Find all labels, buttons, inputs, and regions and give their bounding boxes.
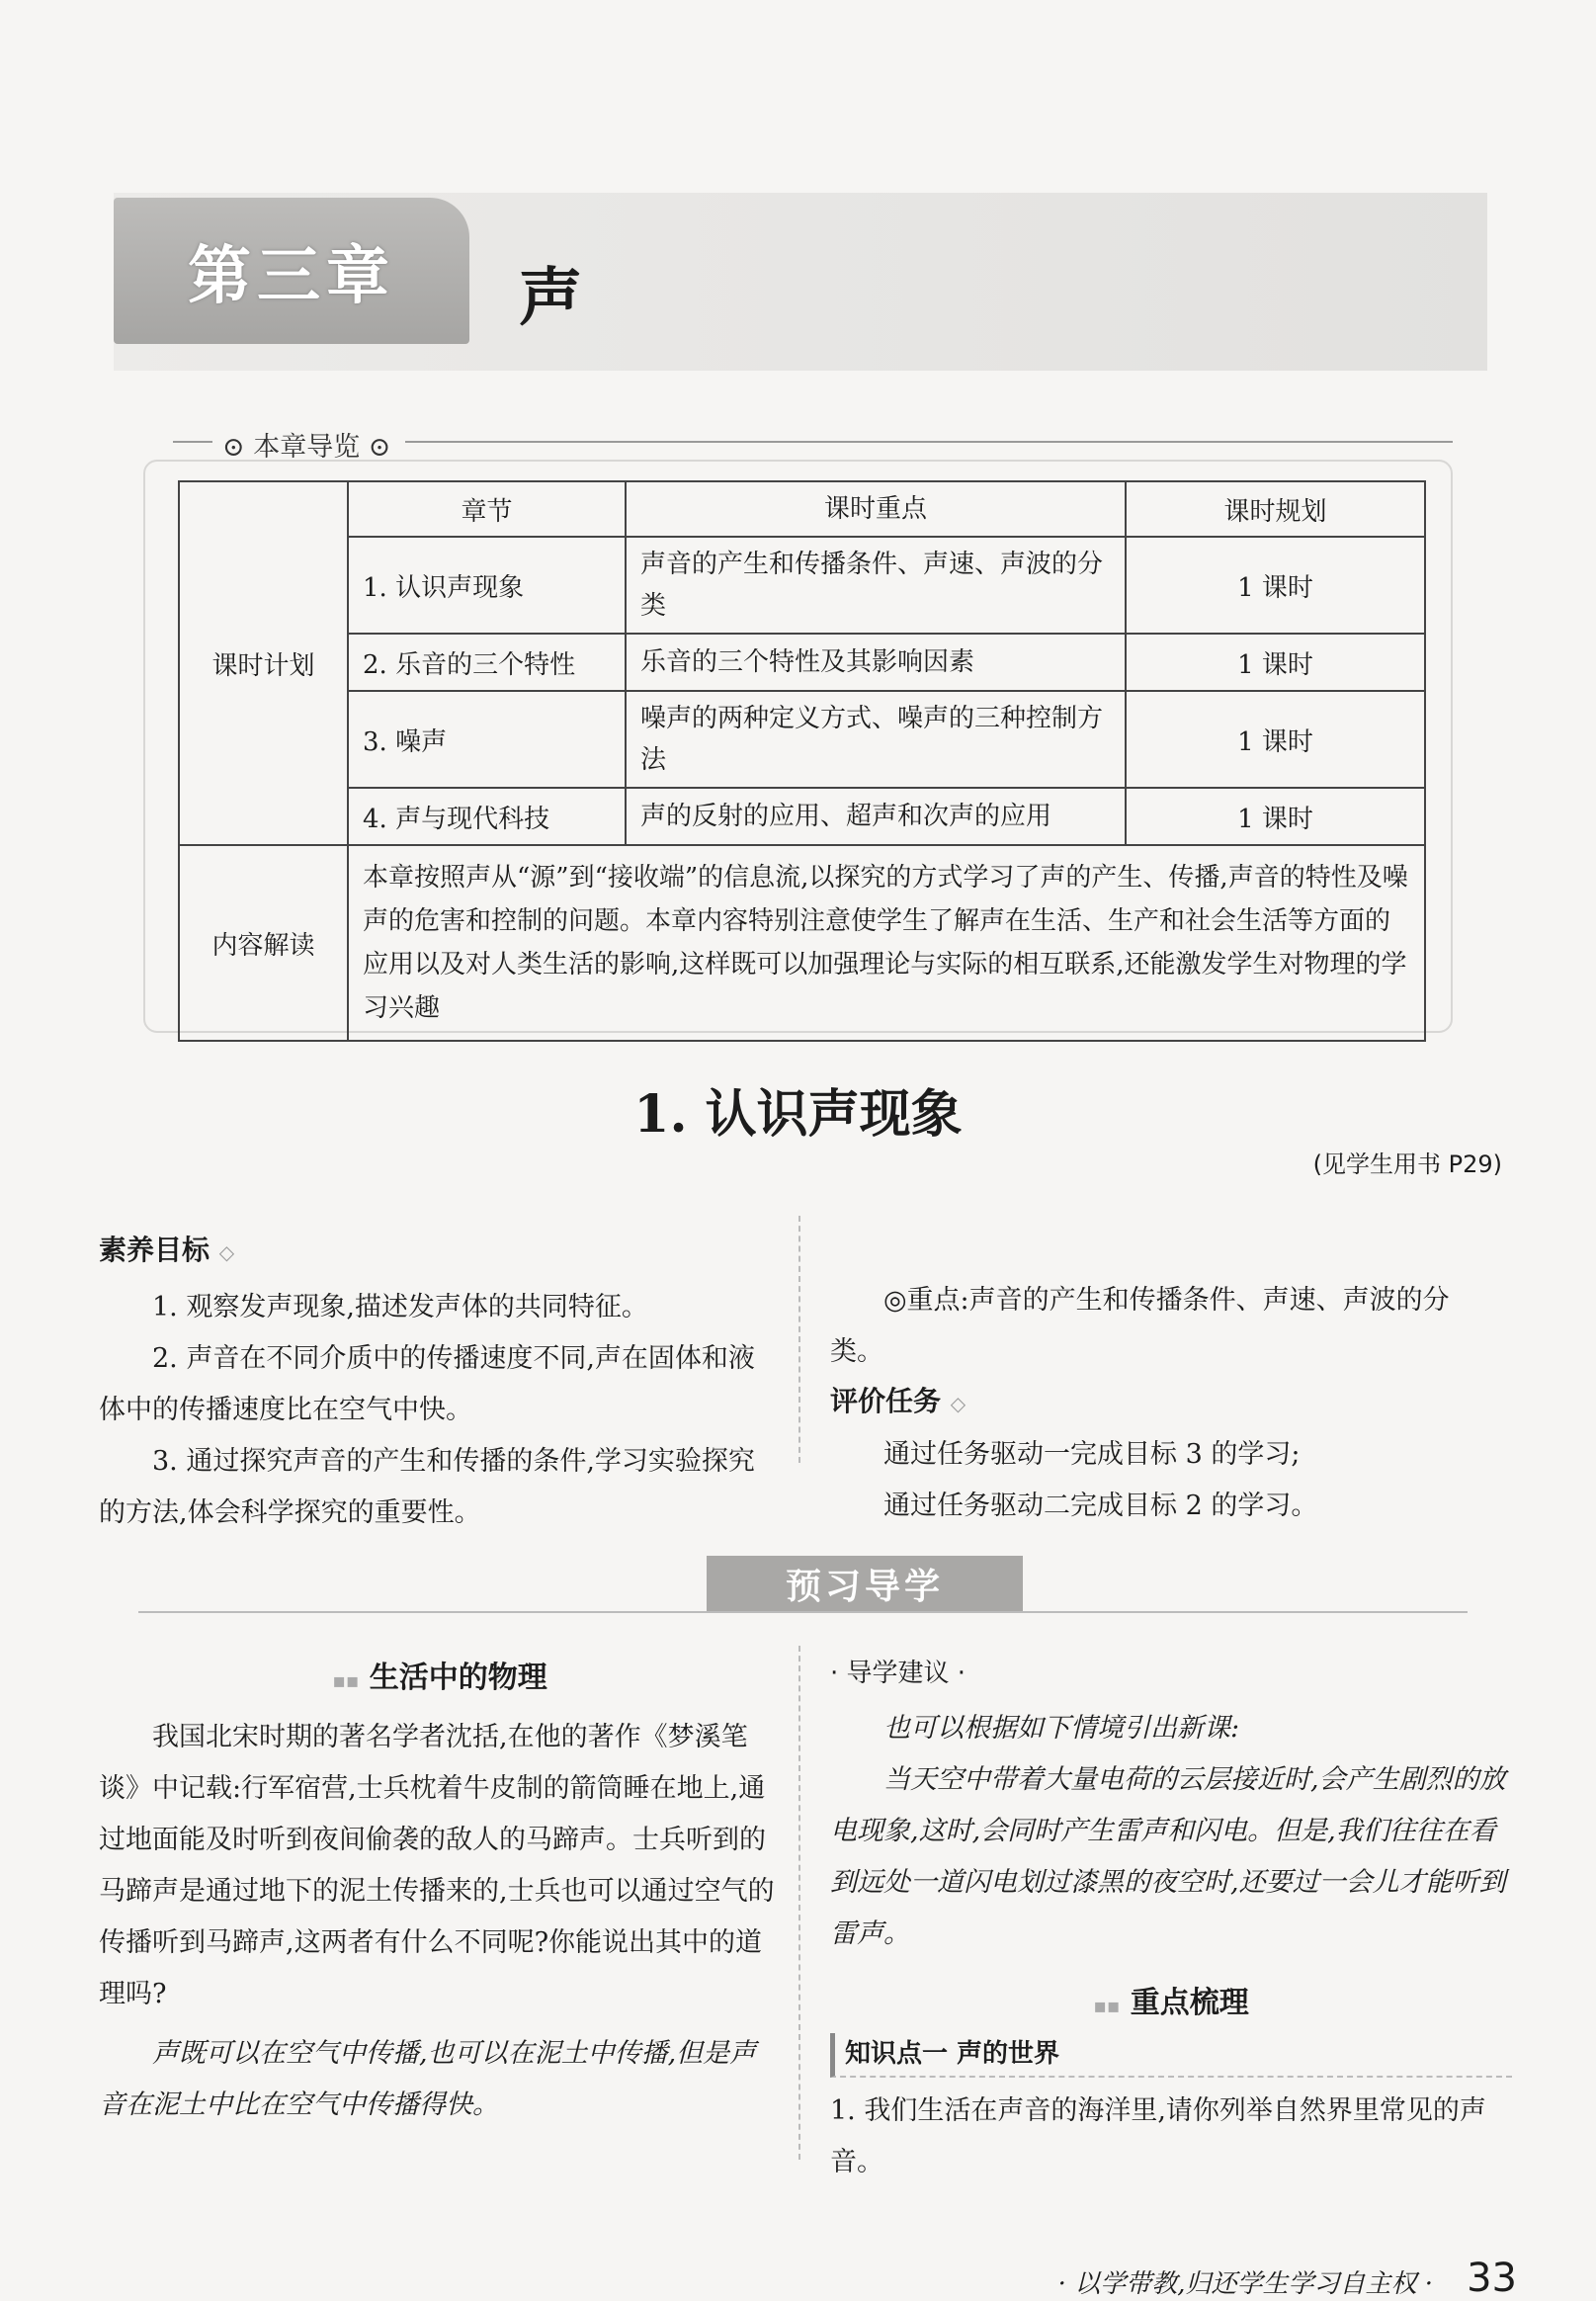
content-label: 内容解读 — [179, 845, 348, 1041]
student-book-ref: (见学生用书 P29) — [1312, 1150, 1502, 1178]
header-plan: 课时规划 — [1126, 481, 1425, 537]
page-number: 33 — [1467, 2256, 1517, 2301]
table-header-row — [179, 481, 1425, 537]
life-physics-text: 我国北宋时期的著名学者沈括,在他的著作《梦溪笔谈》中记载:行军宿营,士兵枕着牛皮制的箭筒睡在地上,通过地面能及时听到夜间偷袭的敌人的马蹄声。士兵听到的马蹄声是通过地下的泥土传播来的,士兵也可以通过空气的传播听到马蹄声,这两者有什么不同呢?你能说出其中的道理吗? — [99, 1722, 775, 2009]
goals-heading: 素养目标 — [99, 1234, 210, 1266]
goal-item: 1. 观察发声现象,描述发声体的共同特征。 — [152, 1292, 648, 1322]
footer-motto: · 以学带教,归还学生学习自主权 · — [1057, 2269, 1433, 2299]
row-focus: 声音的产生和传播条件、声速、声波的分类 — [626, 537, 1126, 634]
header-section: 章节 — [348, 481, 626, 537]
knowledge-point-title: 知识点一 声的世界 — [830, 2033, 1512, 2078]
diamond-icon: ◇ — [950, 1392, 966, 1415]
evaluation-item: 通过任务驱动二完成目标 2 的学习。 — [883, 1491, 1318, 1521]
row-plan: 1 课时 — [1126, 691, 1425, 788]
table-row — [179, 537, 1425, 634]
chapter-title: 声 — [519, 262, 582, 335]
goals-section — [99, 1229, 781, 1539]
evaluation-item: 通过任务驱动一完成目标 3 的学习; — [883, 1439, 1301, 1470]
life-physics-heading: 生活中的物理 — [369, 1661, 547, 1695]
row-plan: 1 课时 — [1126, 634, 1425, 691]
decor-icon: ▪▪ — [1093, 1994, 1121, 2017]
diamond-icon: ◇ — [218, 1240, 235, 1264]
banner-line — [138, 1611, 1468, 1613]
content-row — [179, 845, 1425, 1041]
column-divider — [798, 1216, 800, 1463]
content-text: 本章按照声从“源”到“接收端”的信息流,以探究的方式学习了声的产生、传播,声音的特性及噪声的危害和控制的问题。本章内容特别注意使学生了解声在生活、生产和社会生活等方面的应用以及对人类生活的影响,这样既可以加强理论与实际的相互联系,还能激发学生对物理的学习兴趣 — [348, 845, 1425, 1041]
preview-banner-text: 预习导学 — [785, 1566, 944, 1607]
row-section: 1. 认识声现象 — [348, 537, 626, 634]
row-focus: 乐音的三个特性及其影响因素 — [626, 634, 1126, 691]
overview-table — [178, 480, 1426, 1042]
overview-line-right — [405, 441, 1453, 443]
evaluation-heading: 评价任务 — [830, 1385, 942, 1417]
plan-label: 课时计划 — [179, 481, 348, 845]
header-focus: 课时重点 — [626, 481, 1126, 537]
key-review-heading: 重点梳理 — [1130, 1986, 1249, 2020]
chapter-label-tab — [114, 198, 469, 344]
question-1: 1. 我们生活在声音的海洋里,请你列举自然界里常见的声音。 — [830, 2095, 1486, 2177]
row-section: 3. 噪声 — [348, 691, 626, 788]
row-focus: 噪声的两种定义方式、噪声的三种控制方法 — [626, 691, 1126, 788]
table-row — [179, 691, 1425, 788]
row-plan: 1 课时 — [1126, 537, 1425, 634]
chapter-label: 第三章 — [188, 240, 395, 313]
key-point: ◎重点:声音的产生和传播条件、声速、声波的分类。 — [830, 1285, 1450, 1367]
goal-item: 2. 声音在不同介质中的传播速度不同,声在固体和液体中的传播速度比在空气中快。 — [99, 1343, 755, 1425]
right-column-top — [830, 1275, 1502, 1532]
preview-banner — [707, 1556, 1023, 1611]
overview-line-left — [173, 441, 212, 443]
lesson-title: 1. 认识声现象 — [633, 1084, 963, 1145]
row-focus: 声的反射的应用、超声和次声的应用 — [626, 788, 1126, 845]
column-divider — [798, 1646, 800, 2160]
row-plan: 1 课时 — [1126, 788, 1425, 845]
table-row — [179, 634, 1425, 691]
guide-text: 当天空中带着大量电荷的云层接近时,会产生剧烈的放电现象,这时,会同时产生雷声和闪电。但是,我们往往在看到远处一道闪电划过漆黑的夜空时,还要过一会儿才能听到雷声。 — [830, 1764, 1506, 1949]
life-physics-section — [99, 1653, 781, 2131]
row-section: 4. 声与现代科技 — [348, 788, 626, 845]
life-physics-answer: 声既可以在空气中传播,也可以在泥土中传播,但是声音在泥土中比在空气中传播得快。 — [99, 2038, 757, 2120]
decor-icon: ▪▪ — [332, 1668, 360, 1692]
guide-heading: · 导学建议 · — [830, 1659, 966, 1688]
row-section: 2. 乐音的三个特性 — [348, 634, 626, 691]
goal-item: 3. 通过探究声音的产生和传播的条件,学习实验探究的方法,体会科学探究的重要性。 — [99, 1446, 755, 1528]
guide-intro: 也可以根据如下情境引出新课: — [883, 1713, 1240, 1744]
table-row — [179, 788, 1425, 845]
overview-label: ⊙ 本章导览 ⊙ — [222, 432, 391, 463]
guide-section — [830, 1653, 1512, 2188]
